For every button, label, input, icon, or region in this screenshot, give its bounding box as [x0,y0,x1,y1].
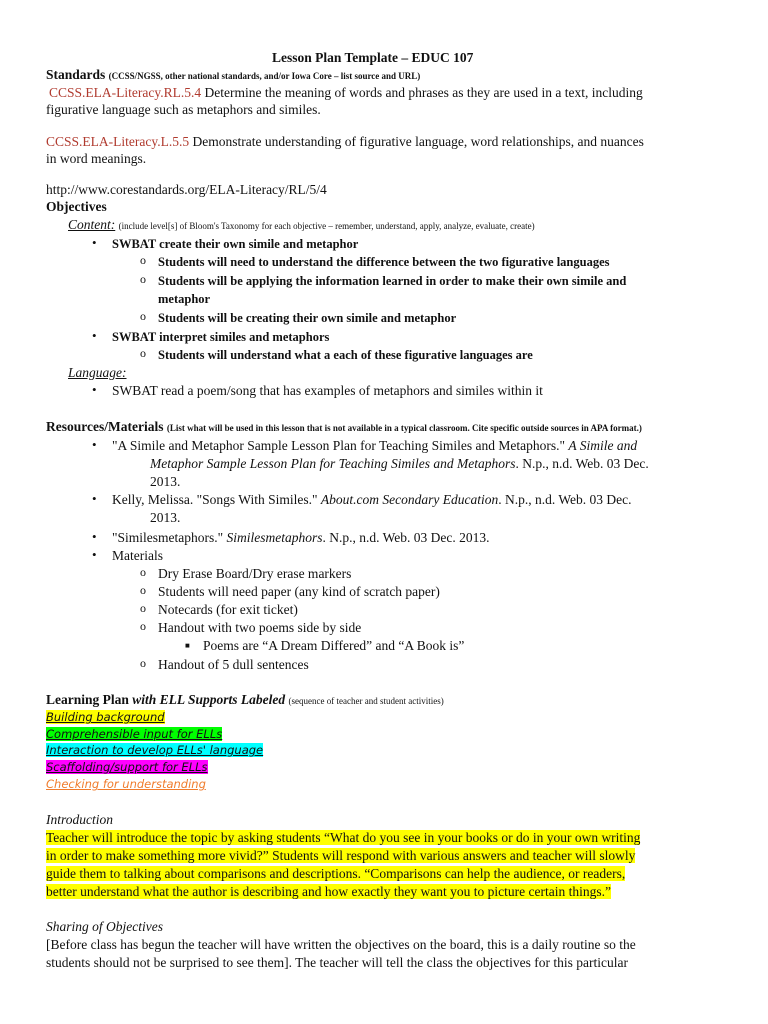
objective-sub-2-line2: metaphor [158,292,211,306]
bullet-icon: • [92,235,97,250]
resource-1-year: 2013. [150,474,181,489]
circle-bullet-icon: o [140,583,146,597]
learning-plan-note: (sequence of teacher and student activities) [288,696,444,706]
resource-2-pub: . N.p., n.d. Web. 03 Dec. [498,492,632,507]
circle-bullet-icon: o [140,565,146,579]
resource-1-line1 [112,437,637,455]
circle-bullet-icon: o [140,346,146,360]
content-label: Content: [68,217,116,232]
material-4: Handout with two poems side by side [158,620,362,635]
standard-2-line2: in word meanings. [46,151,147,166]
sharing-objectives-heading: Sharing of Objectives [46,919,163,934]
resource-2-title: Kelly, Melissa. "Songs With Similes." [112,492,321,507]
content-note: (include level[s] of Bloom's Taxonomy for each objective – remember, understand, apply, analyze, evaluate, create) [118,221,535,231]
bullet-icon: • [92,491,97,506]
standard-2-line1 [46,133,644,151]
standards-heading-line [46,66,420,85]
bullet-icon: • [92,382,97,397]
circle-bullet-icon: o [140,601,146,615]
intro-paragraph-line: in order to make something more vivid?” Students will respond with various answers and teacher will slowly [46,848,636,863]
resource-3-line [112,529,490,547]
material-5: Handout of 5 dull sentences [158,657,309,672]
standard-1-code: CCSS.ELA-Literacy.RL.5.4 [49,85,202,100]
resource-1-title: "A Simile and Metaphor Sample Lesson Plan for Teaching Similes and Metaphors." [112,438,569,453]
legend-building-background: Building background [46,710,165,724]
sharing-paragraph-line: [Before class has begun the teacher will have written the objectives on the board, this is a daily routine so the [46,937,636,952]
bullet-icon: • [92,529,97,544]
resource-1-source: A Simile and [568,438,638,453]
objectives-heading: Objectives [46,199,107,214]
document-title: Lesson Plan Template – EDUC 107 [272,50,474,65]
resource-3-source: Similesmetaphors [226,530,323,545]
standard-1-line2: figurative language such as metaphors and similes. [46,102,321,117]
material-1: Dry Erase Board/Dry erase markers [158,566,352,581]
intro-paragraph-line: Teacher will introduce the topic by asking students “What do you see in your books or do in your own writing [46,830,641,845]
learning-plan-heading: Learning Plan [46,692,133,707]
language-label: Language: [68,365,127,380]
intro-paragraph-line: guide them to talking about comparisons and descriptions. “Comparisons can help the audience, or readers, [46,866,626,881]
resource-1-line2 [150,455,649,473]
objective-sub-1: Students will need to understand the difference between the two figurative languages [158,255,610,269]
objective-sub-4: Students will understand what a each of these figurative languages are [158,348,533,362]
standards-heading: Standards [46,67,106,82]
standard-1-text: Determine the meaning of words and phrases as they are used in a text, including [201,85,643,100]
standard-2-text: Demonstrate understanding of figurative language, word relationships, and nuances [189,134,644,149]
content-label-line [68,216,535,235]
objective-sub-3: Students will be creating their own simile and metaphor [158,311,457,325]
standards-note: (CCSS/NGSS, other national standards, and/or Iowa Core – list source and URL) [108,71,421,81]
learning-plan-heading-ell: with ELL Supports Labeled [132,692,286,707]
resources-heading: Resources/Materials [46,419,164,434]
intro-paragraph-line: better understand what the author is describing and how exactly they want you to picture certain things.” [46,884,611,899]
language-bullet: SWBAT read a poem/song that has examples of metaphors and similes within it [112,383,543,398]
circle-bullet-icon: o [140,619,146,633]
resources-heading-line [46,418,642,437]
legend-scaffolding: Scaffolding/support for ELLs [46,760,208,774]
standard-1-line1 [49,84,643,102]
bullet-icon: • [92,437,97,452]
objective-bullet-2: SWBAT interpret similes and metaphors [112,330,330,344]
circle-bullet-icon: o [140,309,146,323]
material-4-sub: Poems are “A Dream Differed” and “A Book is” [203,638,465,653]
material-3: Notecards (for exit ticket) [158,602,298,617]
legend-comprehensible-input: Comprehensible input for ELLs [46,727,223,741]
bullet-icon: • [92,328,97,343]
objective-sub-2-line1: Students will be applying the information learned in order to make their own simile and [158,274,627,288]
introduction-heading: Introduction [46,812,113,827]
resource-2-source: About.com Secondary Education [320,492,499,507]
square-bullet-icon: ■ [185,641,190,650]
resource-1-pub: . N.p., n.d. Web. 03 Dec. [515,456,649,471]
legend-checking-understanding: Checking for understanding [46,777,206,791]
materials-label: Materials [112,548,163,563]
resource-3-pub: . N.p., n.d. Web. 03 Dec. 2013. [322,530,490,545]
learning-plan-heading-line [46,691,444,710]
sharing-paragraph-line: students should not be surprised to see them]. The teacher will tell the class the objectives for this particular [46,955,628,970]
standard-2-code: CCSS.ELA-Literacy.L.5.5 [46,134,190,149]
resource-2-year: 2013. [150,510,181,525]
material-2: Students will need paper (any kind of scratch paper) [158,584,440,599]
circle-bullet-icon: o [140,656,146,670]
resource-3-title: "Similesmetaphors." [112,530,227,545]
standards-url: http://www.corestandards.org/ELA-Literacy/RL/5/4 [46,182,327,197]
objective-bullet-1: SWBAT create their own simile and metaphor [112,237,359,251]
resource-2-line1 [112,491,632,509]
circle-bullet-icon: o [140,253,146,267]
circle-bullet-icon: o [140,272,146,286]
resources-note: (List what will be used in this lesson that is not available in a typical classroom. Cite specific outside sources in APA format.) [166,423,642,433]
resource-1-source-cont: Metaphor Sample Lesson Plan for Teaching Similes and Metaphors [150,456,516,471]
legend-interaction: Interaction to develop ELLs' language [46,743,264,757]
bullet-icon: • [92,547,97,562]
